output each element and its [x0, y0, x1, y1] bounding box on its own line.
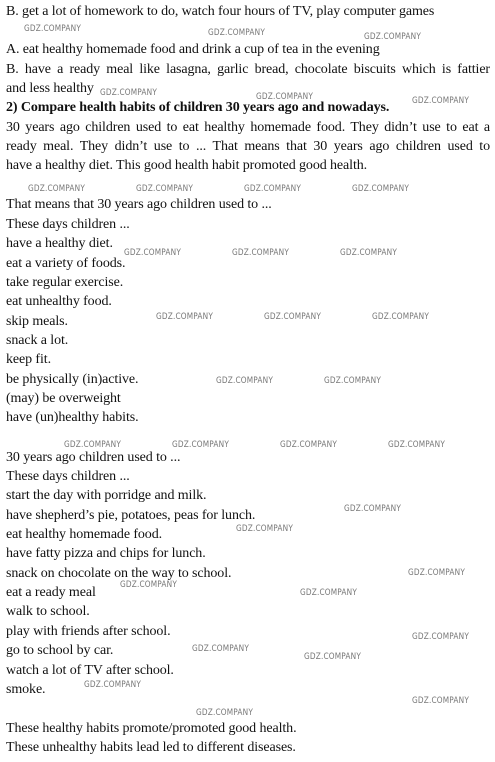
list-item: take regular exercise.	[6, 275, 124, 290]
list-item: have shepherd’s pie, potatoes, peas for lunch.	[6, 508, 256, 523]
watermark: GDZ.COMPANY	[280, 440, 338, 450]
text-line: B. get a lot of homework to do, watch four hours of TV, play computer games	[6, 4, 435, 19]
watermark: GDZ.COMPANY	[216, 376, 274, 386]
list-item: keep fit.	[6, 352, 51, 367]
watermark: GDZ.COMPANY	[372, 312, 430, 322]
watermark: GDZ.COMPANY	[196, 708, 254, 718]
watermark: GDZ.COMPANY	[24, 24, 82, 34]
watermark: GDZ.COMPANY	[364, 32, 422, 42]
text-line: These days children ...	[6, 469, 130, 484]
watermark: GDZ.COMPANY	[244, 184, 302, 194]
list-item: start the day with porridge and milk.	[6, 488, 207, 503]
watermark: GDZ.COMPANY	[300, 588, 358, 598]
watermark: GDZ.COMPANY	[236, 524, 294, 534]
text-line: B. have a ready meal like lasagna, garlic bread, chocolate biscuits which is fattier	[6, 62, 490, 77]
list-item: be physically (in)active.	[6, 372, 139, 387]
watermark: GDZ.COMPANY	[340, 248, 398, 258]
list-item: eat a variety of foods.	[6, 256, 126, 271]
watermark: GDZ.COMPANY	[344, 504, 402, 514]
text-line: That means that 30 years ago children used to ...	[6, 197, 272, 212]
list-item: watch a lot of TV after school.	[6, 663, 174, 678]
text-line: These healthy habits promote/promoted good health.	[6, 721, 297, 736]
list-item: snack on chocolate on the way to school.	[6, 566, 232, 581]
text-line: A. eat healthy homemade food and drink a cup of tea in the evening	[6, 42, 380, 57]
watermark: GDZ.COMPANY	[84, 680, 142, 690]
watermark: GDZ.COMPANY	[256, 92, 314, 102]
watermark: GDZ.COMPANY	[136, 184, 194, 194]
watermark: GDZ.COMPANY	[232, 248, 290, 258]
list-item: have (un)healthy habits.	[6, 410, 139, 425]
list-item: skip meals.	[6, 314, 68, 329]
list-item: smoke.	[6, 682, 46, 697]
watermark: GDZ.COMPANY	[208, 28, 266, 38]
text-line: These unhealthy habits lead led to different diseases.	[6, 740, 296, 755]
list-item: snack a lot.	[6, 333, 69, 348]
watermark: GDZ.COMPANY	[412, 96, 470, 106]
text-line: and less healthy	[6, 81, 94, 96]
list-item: (may) be overweight	[6, 391, 121, 406]
text-line: 30 years ago children used to eat healthy homemade food. They didn’t use to eat a	[6, 120, 490, 135]
text-line: 30 years ago children used to ...	[6, 450, 181, 465]
watermark: GDZ.COMPANY	[100, 88, 158, 98]
list-item: eat a ready meal	[6, 585, 96, 600]
watermark: GDZ.COMPANY	[324, 376, 382, 386]
text-line: These days children ...	[6, 217, 130, 232]
watermark: GDZ.COMPANY	[388, 440, 446, 450]
watermark: GDZ.COMPANY	[156, 312, 214, 322]
watermark: GDZ.COMPANY	[412, 696, 470, 706]
text-line: ready meal. They didn’t use to ... That means that 30 years ago children used to	[6, 139, 490, 154]
watermark: GDZ.COMPANY	[352, 184, 410, 194]
watermark: GDZ.COMPANY	[304, 652, 362, 662]
list-item: walk to school.	[6, 604, 90, 619]
list-item: play with friends after school.	[6, 624, 171, 639]
watermark: GDZ.COMPANY	[192, 644, 250, 654]
list-item: eat healthy homemade food.	[6, 527, 163, 542]
watermark: GDZ.COMPANY	[408, 568, 466, 578]
watermark: GDZ.COMPANY	[28, 184, 86, 194]
text-line: have a healthy diet. This good health habit promoted good health.	[6, 158, 368, 173]
watermark: GDZ.COMPANY	[120, 580, 178, 590]
watermark: GDZ.COMPANY	[264, 312, 322, 322]
watermark: GDZ.COMPANY	[412, 632, 470, 642]
watermark: GDZ.COMPANY	[124, 248, 182, 258]
section-heading: 2) Compare health habits of children 30 years ago and nowadays.	[6, 100, 390, 115]
list-item: have fatty pizza and chips for lunch.	[6, 546, 206, 561]
list-item: have a healthy diet.	[6, 236, 113, 251]
list-item: eat unhealthy food.	[6, 294, 112, 309]
watermark: GDZ.COMPANY	[172, 440, 230, 450]
list-item: go to school by car.	[6, 643, 114, 658]
watermark: GDZ.COMPANY	[64, 440, 122, 450]
